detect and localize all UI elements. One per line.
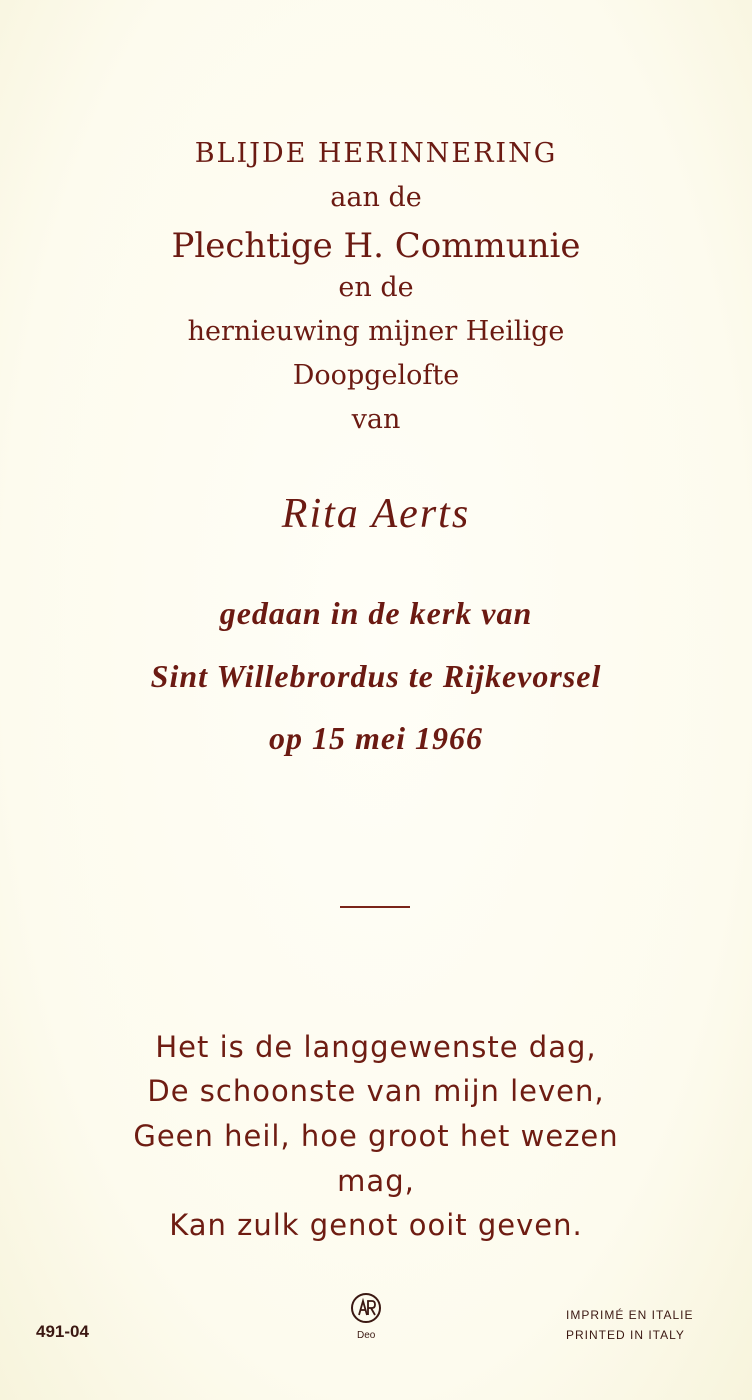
poem-line-4: mag, xyxy=(337,1164,415,1198)
poem-line-1: Het is de langgewenste dag, xyxy=(155,1030,597,1064)
poem-line-2: De schoonste van mijn leven, xyxy=(147,1074,605,1108)
divider-rule xyxy=(340,906,410,908)
header-line-en-de: en de xyxy=(338,272,414,303)
poem-line-3: Geen heil, hoe groot het wezen xyxy=(133,1119,619,1153)
header-line-van: van xyxy=(351,404,401,435)
imprint-french: IMPRIMÉ EN ITALIE xyxy=(566,1308,694,1322)
detail-line-parish: Sint Willebrordus te Rijkevorsel xyxy=(150,658,602,694)
logo-caption: Deo xyxy=(357,1330,376,1341)
poem-line-5: Kan zulk genot ooit geven. xyxy=(169,1208,583,1242)
detail-line-church: gedaan in de kerk van xyxy=(219,595,533,631)
detail-line-date: op 15 mei 1966 xyxy=(269,720,483,756)
publisher-monogram-icon xyxy=(350,1292,382,1324)
person-name: Rita Aerts xyxy=(281,491,471,537)
header-line-aan-de: aan de xyxy=(330,182,422,213)
header-line-hernieuwing: hernieuwing mijner Heilige xyxy=(187,316,565,347)
card-title: BLIJDE HERINNERING xyxy=(194,138,558,169)
imprint-english: PRINTED IN ITALY xyxy=(566,1328,685,1342)
header-line-doopgelofte: Doopgelofte xyxy=(292,360,460,391)
card-code: 491-04 xyxy=(36,1322,89,1341)
header-line-communie: Plechtige H. Communie xyxy=(171,226,581,266)
